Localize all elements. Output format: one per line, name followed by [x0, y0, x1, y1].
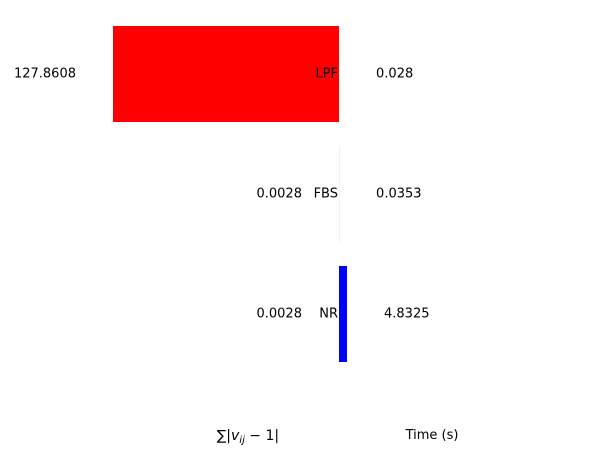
value-label-left-lpf: 127.8608: [13, 66, 76, 82]
bar-left-lpf: [113, 26, 339, 122]
value-label-left-fbs: 0.0028: [256, 186, 302, 202]
value-label-right-lpf: 0.028: [376, 66, 414, 82]
right-bars-group: [339, 26, 347, 362]
category-label-lpf: LPF: [315, 66, 338, 82]
category-label-fbs: FBS: [313, 186, 338, 202]
x-axis-label-left: $\sum|v_{ij} - 1|$: [216, 428, 280, 446]
x-axis-label-right: Time (s): [405, 428, 459, 443]
value-label-left-nr: 0.0028: [256, 306, 302, 322]
bar-right-nr: [339, 266, 347, 362]
left-bars-group: [113, 26, 339, 362]
value-label-right-fbs: 0.0353: [376, 186, 422, 202]
category-label-nr: NR: [319, 306, 338, 322]
value-label-right-nr: 4.8325: [384, 306, 430, 322]
